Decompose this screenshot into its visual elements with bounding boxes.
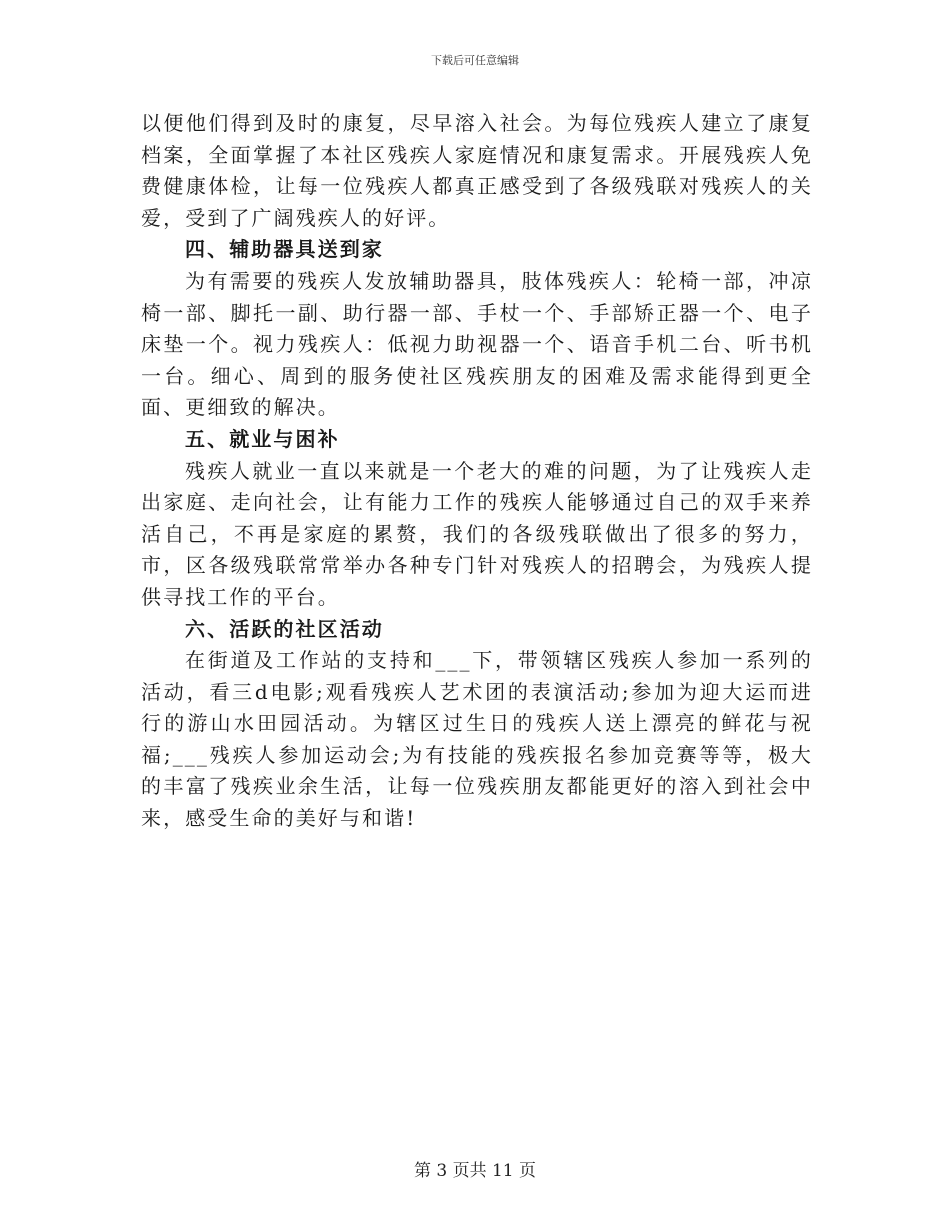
section-heading-community-activities: 六、活跃的社区活动 <box>185 616 384 641</box>
header-note: 下载后可任意编辑 <box>431 54 519 67</box>
paragraph-community-activities: 在街道及工作站的支持和___下，带领辖区残疾人参加一系列的活动，看三d电影;观看残疾人艺术团的表演活动;参加为迎大运而进行的游山水田园活动。为辖区过生日的残疾人送上漂亮的鲜花与祝福;___残疾人参加运动会;为有技能的残疾报名参加竞赛等等，极大的丰富了残疾业余生活，让每一位残疾朋友都能更好的溶入到社会中来，感受生命的美好与和谐! <box>141 648 813 831</box>
section-heading-assistive-devices: 四、辅助器具送到家 <box>185 237 384 262</box>
document-body <box>141 108 813 835</box>
paragraph-assistive-devices: 为有需要的残疾人发放辅助器具，肢体残疾人：轮椅一部，冲凉椅一部、脚托一副、助行器一部、手杖一个、手部矫正器一个、电子床垫一个。视力残疾人：低视力助视器一个、语音手机二台、听书机一台。细心、周到的服务使社区残疾朋友的困难及需求能得到更全面、更细致的解决。 <box>141 268 813 420</box>
paragraph-employment: 残疾人就业一直以来就是一个老大的难的问题，为了让残疾人走出家庭、走向社会，让有能力工作的残疾人能够通过自己的双手来养活自己，不再是家庭的累赘，我们的各级残联做出了很多的努力，市，区各级残联常常举办各种专门针对残疾人的招聘会，为残疾人提供寻找工作的平台。 <box>141 458 813 609</box>
page-number: 第 3 页共 11 页 <box>413 1161 537 1181</box>
paragraph-rehab: 以便他们得到及时的康复，尽早溶入社会。为每位残疾人建立了康复档案，全面掌握了本社区残疾人家庭情况和康复需求。开展残疾人免费健康体检，让每一位残疾人都真正感受到了各级残联对残疾人的关爱，受到了广阔残疾人的好评。 <box>141 111 813 230</box>
section-heading-employment: 五、就业与困补 <box>185 426 340 451</box>
